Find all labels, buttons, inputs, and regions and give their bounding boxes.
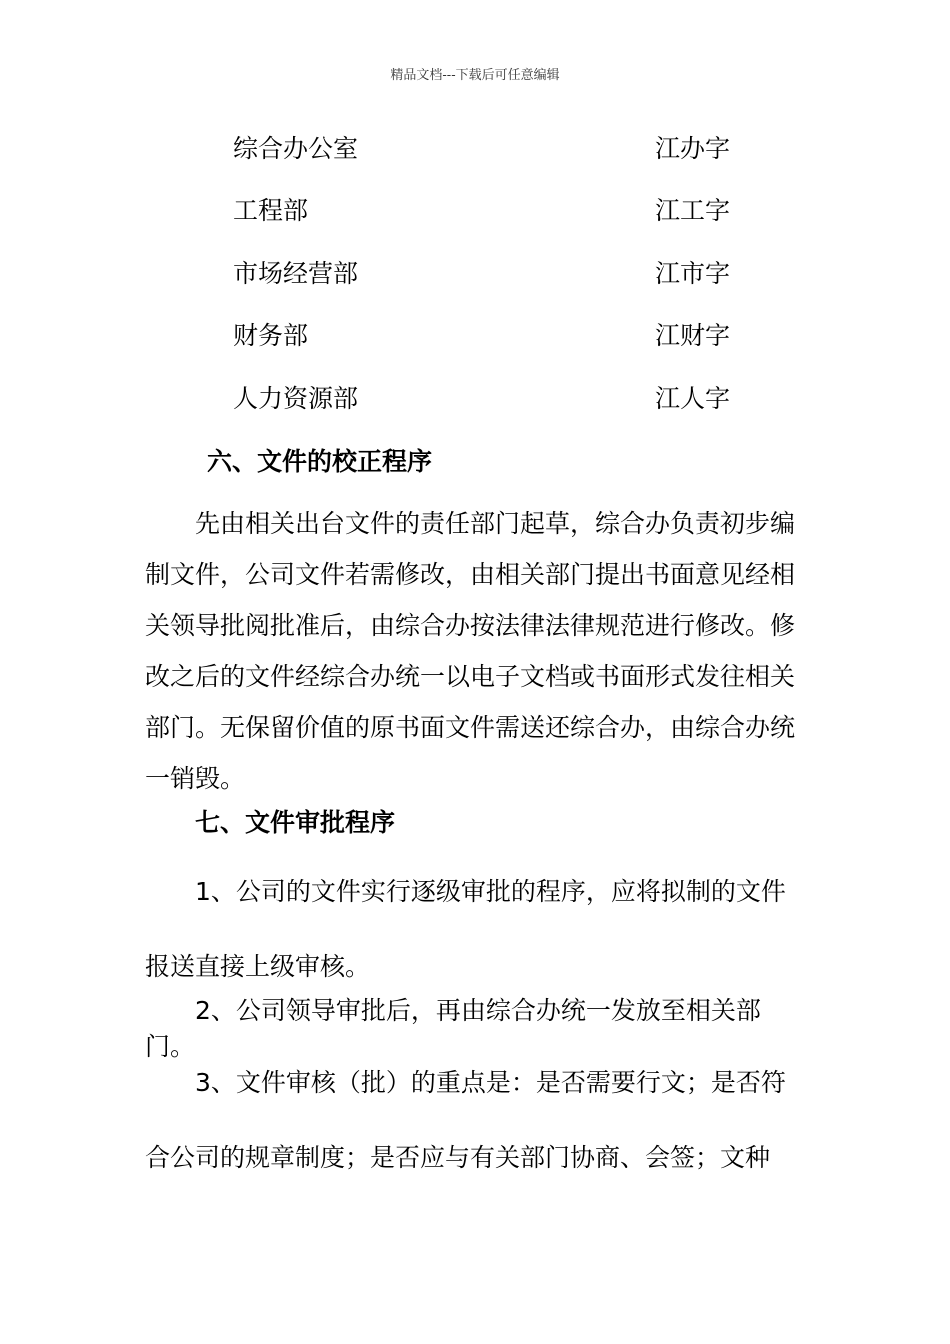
page-header: 精品文档---下载后可任意编辑 — [390, 68, 560, 83]
dept-row — [0, 256, 950, 292]
dept-row — [0, 193, 950, 229]
section-7-item-2: 2、公司领导审批后，再由综合办统一发放至相关部门。 — [145, 996, 761, 1061]
dept-code: 江办字 — [655, 134, 731, 163]
section-6-body: 先由相关出台文件的责任部门起草，综合办负责初步编制文件，公司文件若需修改，由相关部门提出书面意见经相关领导批阅批准后，由综合办按法律法律规范进行修改。修改之后的文件经综合办统一以电子文档或书面形式发往相关部门。无保留价值的原书面文件需送还综合办，由综合办统一销毁。 — [145, 509, 796, 793]
section-7-item-3: 3、文件审核（批）的重点是：是否需要行文；是否符合公司的规章制度；是否应与有关部门协商、会签；文种 — [145, 1068, 786, 1172]
section-6-heading: 六、文件的校正程序 — [207, 447, 433, 476]
dept-code: 江市字 — [655, 259, 731, 288]
section-7-heading: 七、文件审批程序 — [195, 808, 396, 837]
dept-name: 市场经营部 — [233, 259, 359, 288]
dept-row — [0, 131, 950, 167]
section-7-item-1: 1、公司的文件实行逐级审批的程序，应将拟制的文件报送直接上级审核。 — [145, 877, 786, 981]
dept-code: 江财字 — [655, 321, 731, 350]
dept-row — [0, 381, 950, 417]
dept-name: 工程部 — [233, 196, 309, 225]
dept-name: 综合办公室 — [233, 134, 359, 163]
dept-name: 人力资源部 — [233, 384, 359, 413]
dept-code: 江人字 — [655, 384, 731, 413]
dept-code: 江工字 — [655, 196, 731, 225]
dept-name: 财务部 — [233, 321, 309, 350]
dept-row — [0, 318, 950, 354]
